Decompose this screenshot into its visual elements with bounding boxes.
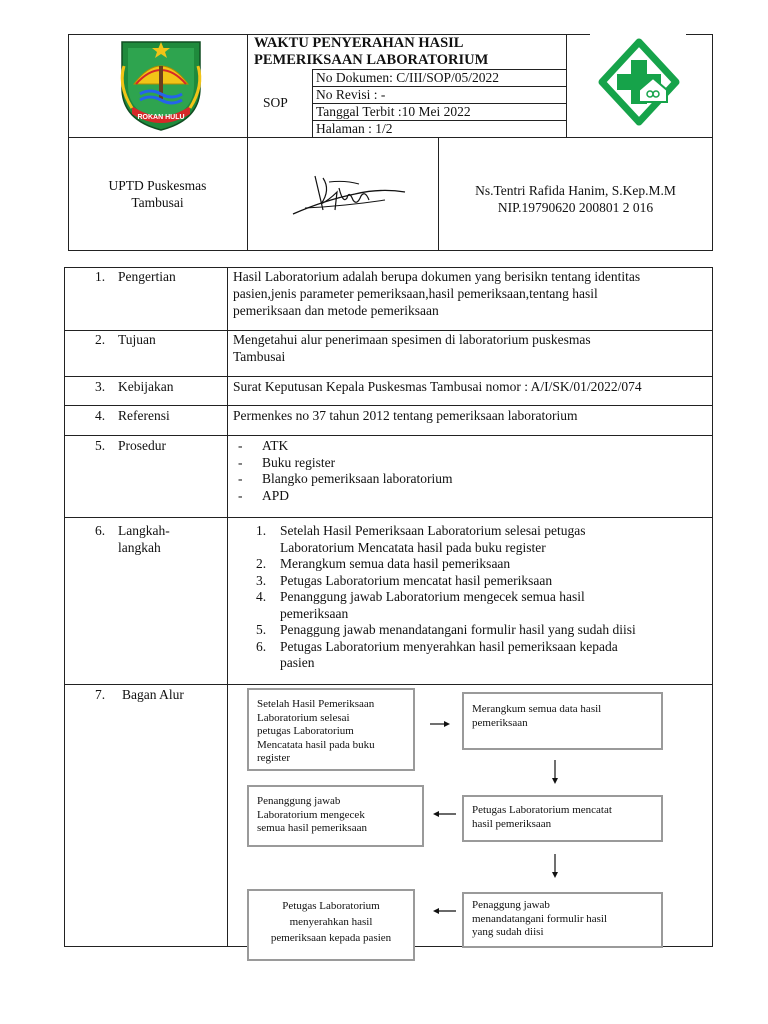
tujuan-num: 2. <box>95 332 106 347</box>
sop-label: SOP <box>263 95 288 110</box>
pengertian-line: pemeriksaan dan metode pemeriksaan <box>233 303 439 318</box>
bagan-num: 7. <box>95 687 106 702</box>
flow-box-5: Penaggung jawab menandatangani formulir hasil yang sudah diisi <box>462 892 663 948</box>
tanggal-terbit: Tanggal Terbit :10 Mei 2022 <box>316 104 471 119</box>
prosedur-label: Prosedur <box>118 438 166 453</box>
flow-box-2: Merangkum semua data hasil pemeriksaan <box>462 692 663 750</box>
puskesmas-logo <box>598 38 680 126</box>
pengertian-line: Hasil Laboratorium adalah berupa dokumen yang berisikn tentang identitas <box>233 269 641 284</box>
list-item: - Buku register <box>238 454 336 470</box>
tujuan-line: Mengetahui alur penerimaan spesimen di laboratorium puskesmas <box>233 332 591 347</box>
arrow-down-icon <box>548 852 562 880</box>
list-item: 3. Petugas Laboratorium mencatat hasil pemeriksaan <box>256 572 553 588</box>
pengertian-num: 1. <box>95 269 106 284</box>
flow-box-4: Penanggung jawab Laboratorium mengecek semua hasil pemeriksaan <box>247 785 424 847</box>
langkah-steps <box>256 523 706 672</box>
pengertian-line: pasien,jenis parameter pemeriksaan,hasil pemeriksaan,tentang hasil <box>233 286 598 301</box>
pengertian-label: Pengertian <box>118 269 176 284</box>
referensi-num: 4. <box>95 408 106 423</box>
kebijakan-text: Surat Keputusan Kepala Puskesmas Tambusai nomor : A/I/SK/01/2022/074 <box>233 379 642 394</box>
arrow-down-icon <box>548 758 562 786</box>
langkah-label-line2: langkah <box>118 540 161 555</box>
emblem-text: ROKAN HULU <box>137 114 185 121</box>
list-item: 1. Setelah Hasil Pemeriksaan Laboratorium selesai petugas Laboratorium Mencatata hasil pada buku register <box>256 523 586 555</box>
flow-box-3: Petugas Laboratorium mencatat hasil pemeriksaan <box>462 795 663 842</box>
arrow-right-icon <box>428 717 452 731</box>
langkah-num: 6. <box>95 523 106 538</box>
referensi-label: Referensi <box>118 408 170 423</box>
prosedur-list <box>238 438 698 504</box>
rokan-hulu-emblem <box>114 36 208 132</box>
doc-title-line2: PEMERIKSAAN LABORATORIUM <box>254 52 489 68</box>
org-line2: Tambusai <box>131 195 184 210</box>
list-item: - APD <box>238 487 290 503</box>
list-item: 5. Penaggung jawab menandatangani formulir hasil yang sudah diisi <box>256 622 636 637</box>
arrow-left-icon <box>430 807 458 821</box>
arrow-left-icon <box>430 904 458 918</box>
langkah-label-line1: Langkah- <box>118 523 170 538</box>
list-item: 6. Petugas Laboratorium menyerahkan hasil pemeriksaan kepada pasien <box>256 638 618 670</box>
referensi-text: Permenkes no 37 tahun 2012 tentang pemeriksaan laboratorium <box>233 408 578 423</box>
signature <box>285 170 420 222</box>
tujuan-line: Tambusai <box>233 349 286 364</box>
halaman: Halaman : 1/2 <box>316 121 393 136</box>
list-item: 4. Penanggung jawab Laboratorium mengecek semua hasil pemeriksaan <box>256 589 585 621</box>
bagan-label: Bagan Alur <box>122 687 184 702</box>
doc-title-line1: WAKTU PENYERAHAN HASIL <box>254 35 464 51</box>
kebijakan-label: Kebijakan <box>118 379 174 394</box>
signer-name: Ns.Tentri Rafida Hanim, S.Kep.M.M <box>475 183 676 198</box>
org-line1: UPTD Puskesmas <box>108 178 207 193</box>
tujuan-label: Tujuan <box>118 332 156 347</box>
flow-box-1: Setelah Hasil Pemeriksaan Laboratorium selesai petugas Laboratorium Mencatata hasil pada buku register <box>247 688 415 771</box>
list-item: 2. Merangkum semua data hasil pemeriksaan <box>256 556 511 571</box>
kebijakan-num: 3. <box>95 379 106 394</box>
prosedur-num: 5. <box>95 438 106 453</box>
flow-box-6: Petugas Laboratorium menyerahkan hasil pemeriksaan kepada pasien <box>247 889 415 961</box>
signer-nip: NIP.19790620 200801 2 016 <box>497 200 654 215</box>
list-item: - Blangko pemeriksaan laboratorium <box>238 471 453 486</box>
no-revisi: No Revisi : - <box>316 87 386 102</box>
list-item: - ATK <box>238 438 289 453</box>
no-dokumen: No Dokumen: C/III/SOP/05/2022 <box>316 70 500 85</box>
